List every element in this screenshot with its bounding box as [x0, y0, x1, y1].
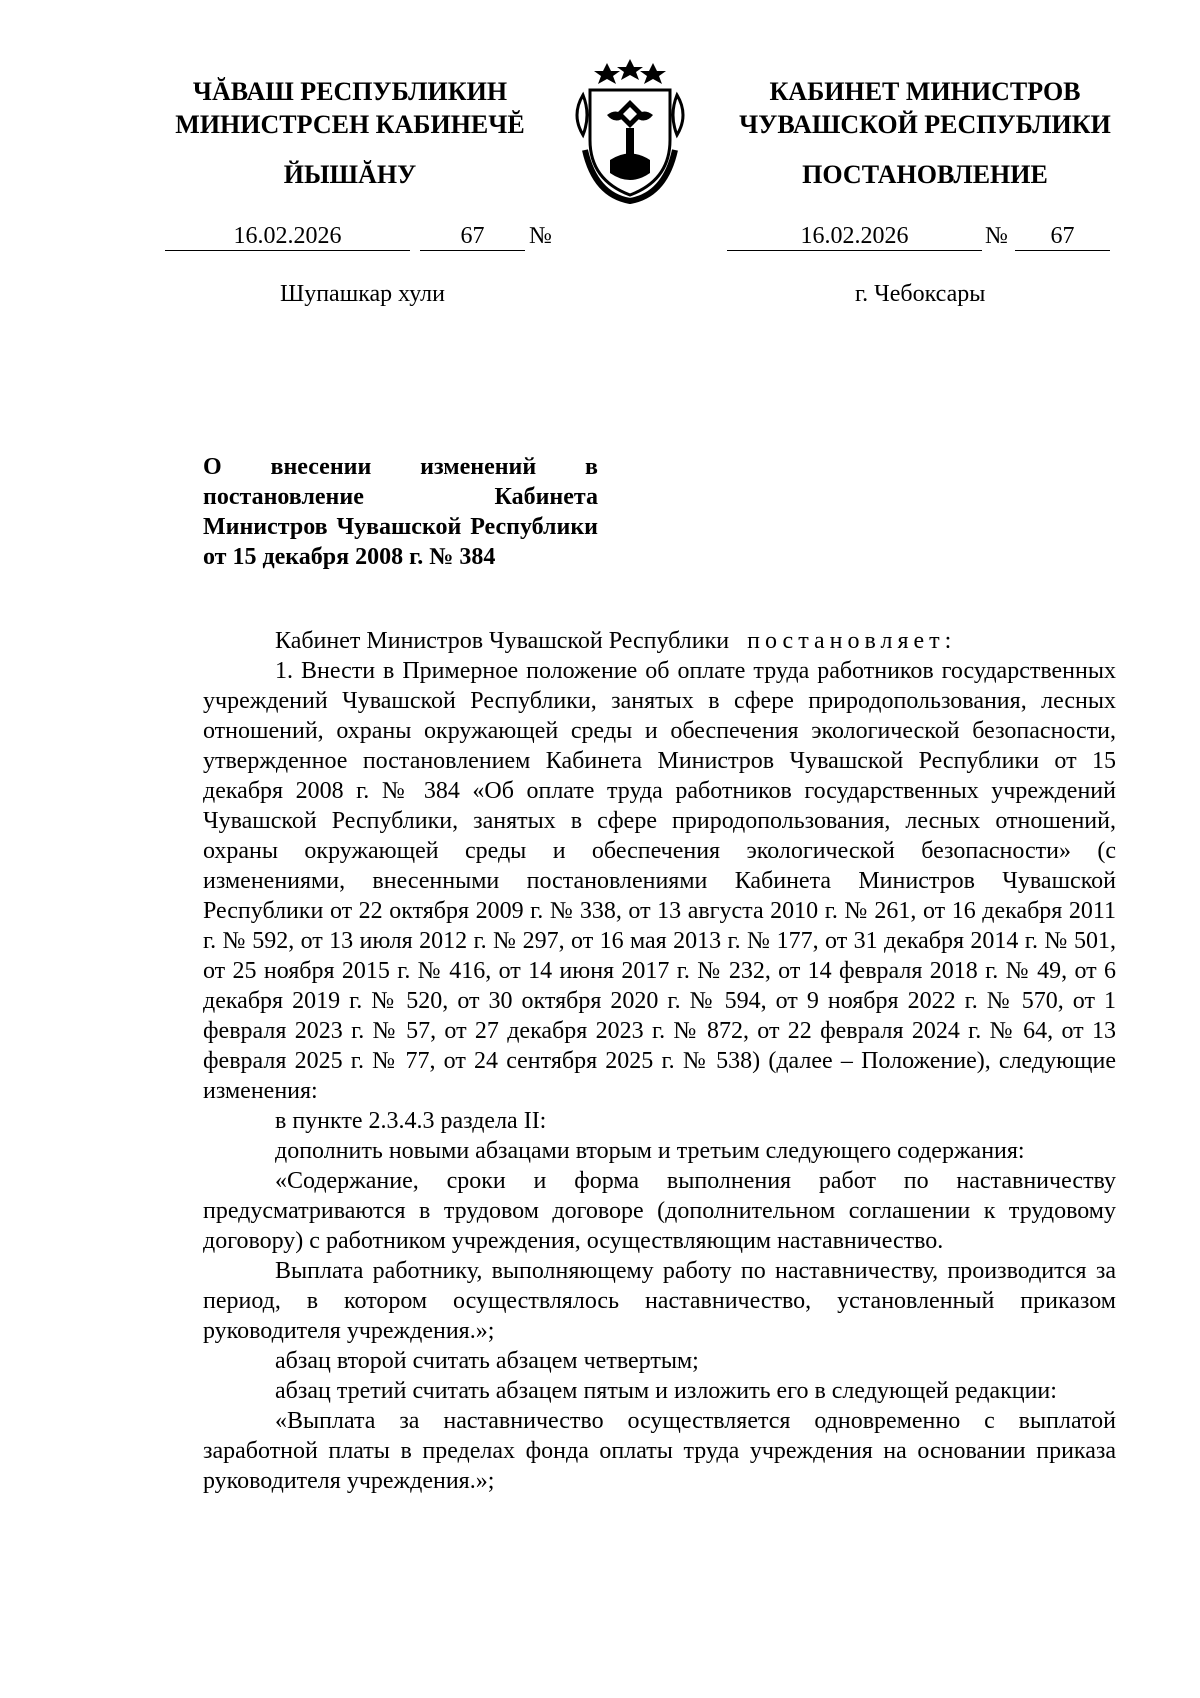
intro-paragraph — [203, 626, 1116, 656]
document-body — [203, 626, 1116, 1496]
right-number: 67 — [1015, 222, 1110, 251]
paragraph-8: «Выплата за наставничество осуществляется одновременно с выплатой заработной платы в пределах фонда оплаты труда учреждения на основании приказа руководителя учреждения.»; — [203, 1408, 1116, 1494]
paragraph-6: абзац второй считать абзацем четвертым; — [275, 1348, 699, 1374]
paragraph-5: Выплата работнику, выполняющему работу по наставничеству, производится за период, в котором осуществлялось наставничество, установленный приказом руководителя учреждения.»; — [203, 1258, 1116, 1344]
paragraph-1: 1. Внести в Примерное положение об оплате труда работников государственных учреждений Чувашской Республики, занятых в сфере природопользования, лесных отношений, охраны окружающей среды и обеспечения экологической безопасности, утвержденное постановлением Кабинета Министров Чувашской Республики от 15 декабря 2008 г. № 384 «Об оплате труда работников государственных учреждений Чувашской Республики, занятых в сфере природопользования, лесных отношений, охраны окружающей среды и обеспечения экологической безопасности» (с изменениями, внесенными постановлениями Кабинета Министров Чувашской Республики от 22 октября 2009 г. № 338, от 13 августа 2010 г. № 261, от 16 декабря 2011 г. № 592, от 13 июля 2012 г. № 297, от 16 мая 2013 г. № 177, от 31 декабря 2014 г. № 501, от 25 ноября 2015 г. № 416, от 14 июня 2017 г. № 232, от 14 февраля 2018 г. № 49, от 6 декабря 2019 г. № 520, от 30 октября 2020 г. № 594, от 9 ноября 2022 г. № 570, от 1 февраля 2023 г. № 57, от 27 декабря 2023 г. № 872, от 22 февраля 2024 г. № 64, от 13 февраля 2025 г. № 77, от 24 сентября 2025 г. № 538) (далее – Положение), следующие изменения: — [203, 658, 1116, 1104]
left-date: 16.02.2026 — [165, 222, 410, 251]
header-right-title — [720, 75, 1130, 141]
intro-prefix: Кабинет Министров Чувашской Республики — [275, 628, 730, 654]
header-right-doc-type: ПОСТАНОВЛЕНИЕ — [802, 160, 1048, 189]
intro-verb: постановляет: — [747, 628, 957, 654]
header-left-title-line1: ЧĂВАШ РЕСПУБЛИКИН — [192, 77, 508, 106]
paragraph-2: в пункте 2.3.4.3 раздела II: — [275, 1108, 547, 1134]
paragraph-7: абзац третий считать абзацем пятым и изложить его в следующей редакции: — [275, 1378, 1057, 1404]
header-right-title-line2: ЧУВАШСКОЙ РЕСПУБЛИКИ — [739, 110, 1111, 139]
paragraph-4: «Содержание, сроки и форма выполнения работ по наставничеству предусматриваются в трудовом договоре (дополнительном соглашении к трудовому договору) с работником учреждения, осуществляющим наставничество. — [203, 1168, 1116, 1254]
left-city: Шупашкар хули — [280, 281, 445, 307]
header-left-title — [165, 75, 535, 141]
chuvash-emblem-icon — [555, 55, 705, 205]
header-left-doc-type: ЙЫШĂНУ — [283, 160, 417, 189]
header-left-title-line2: МИНИСТРСЕН КАБИНЕЧĔ — [175, 110, 525, 139]
left-number: 67 — [420, 222, 525, 251]
paragraph-3: дополнить новыми абзацами вторым и третьим следующего содержания: — [275, 1138, 1025, 1164]
header-right-title-line1: КАБИНЕТ МИНИСТРОВ — [769, 77, 1081, 106]
right-date: 16.02.2026 — [727, 222, 982, 251]
left-number-sign: № — [529, 223, 552, 249]
document-subject: О внесении изменений в постановление Кабинета Министров Чувашской Республики от 15 декабря 2008 г. № 384 — [203, 454, 598, 570]
right-number-sign: № — [985, 223, 1008, 249]
right-city: г. Чебоксары — [855, 281, 986, 307]
